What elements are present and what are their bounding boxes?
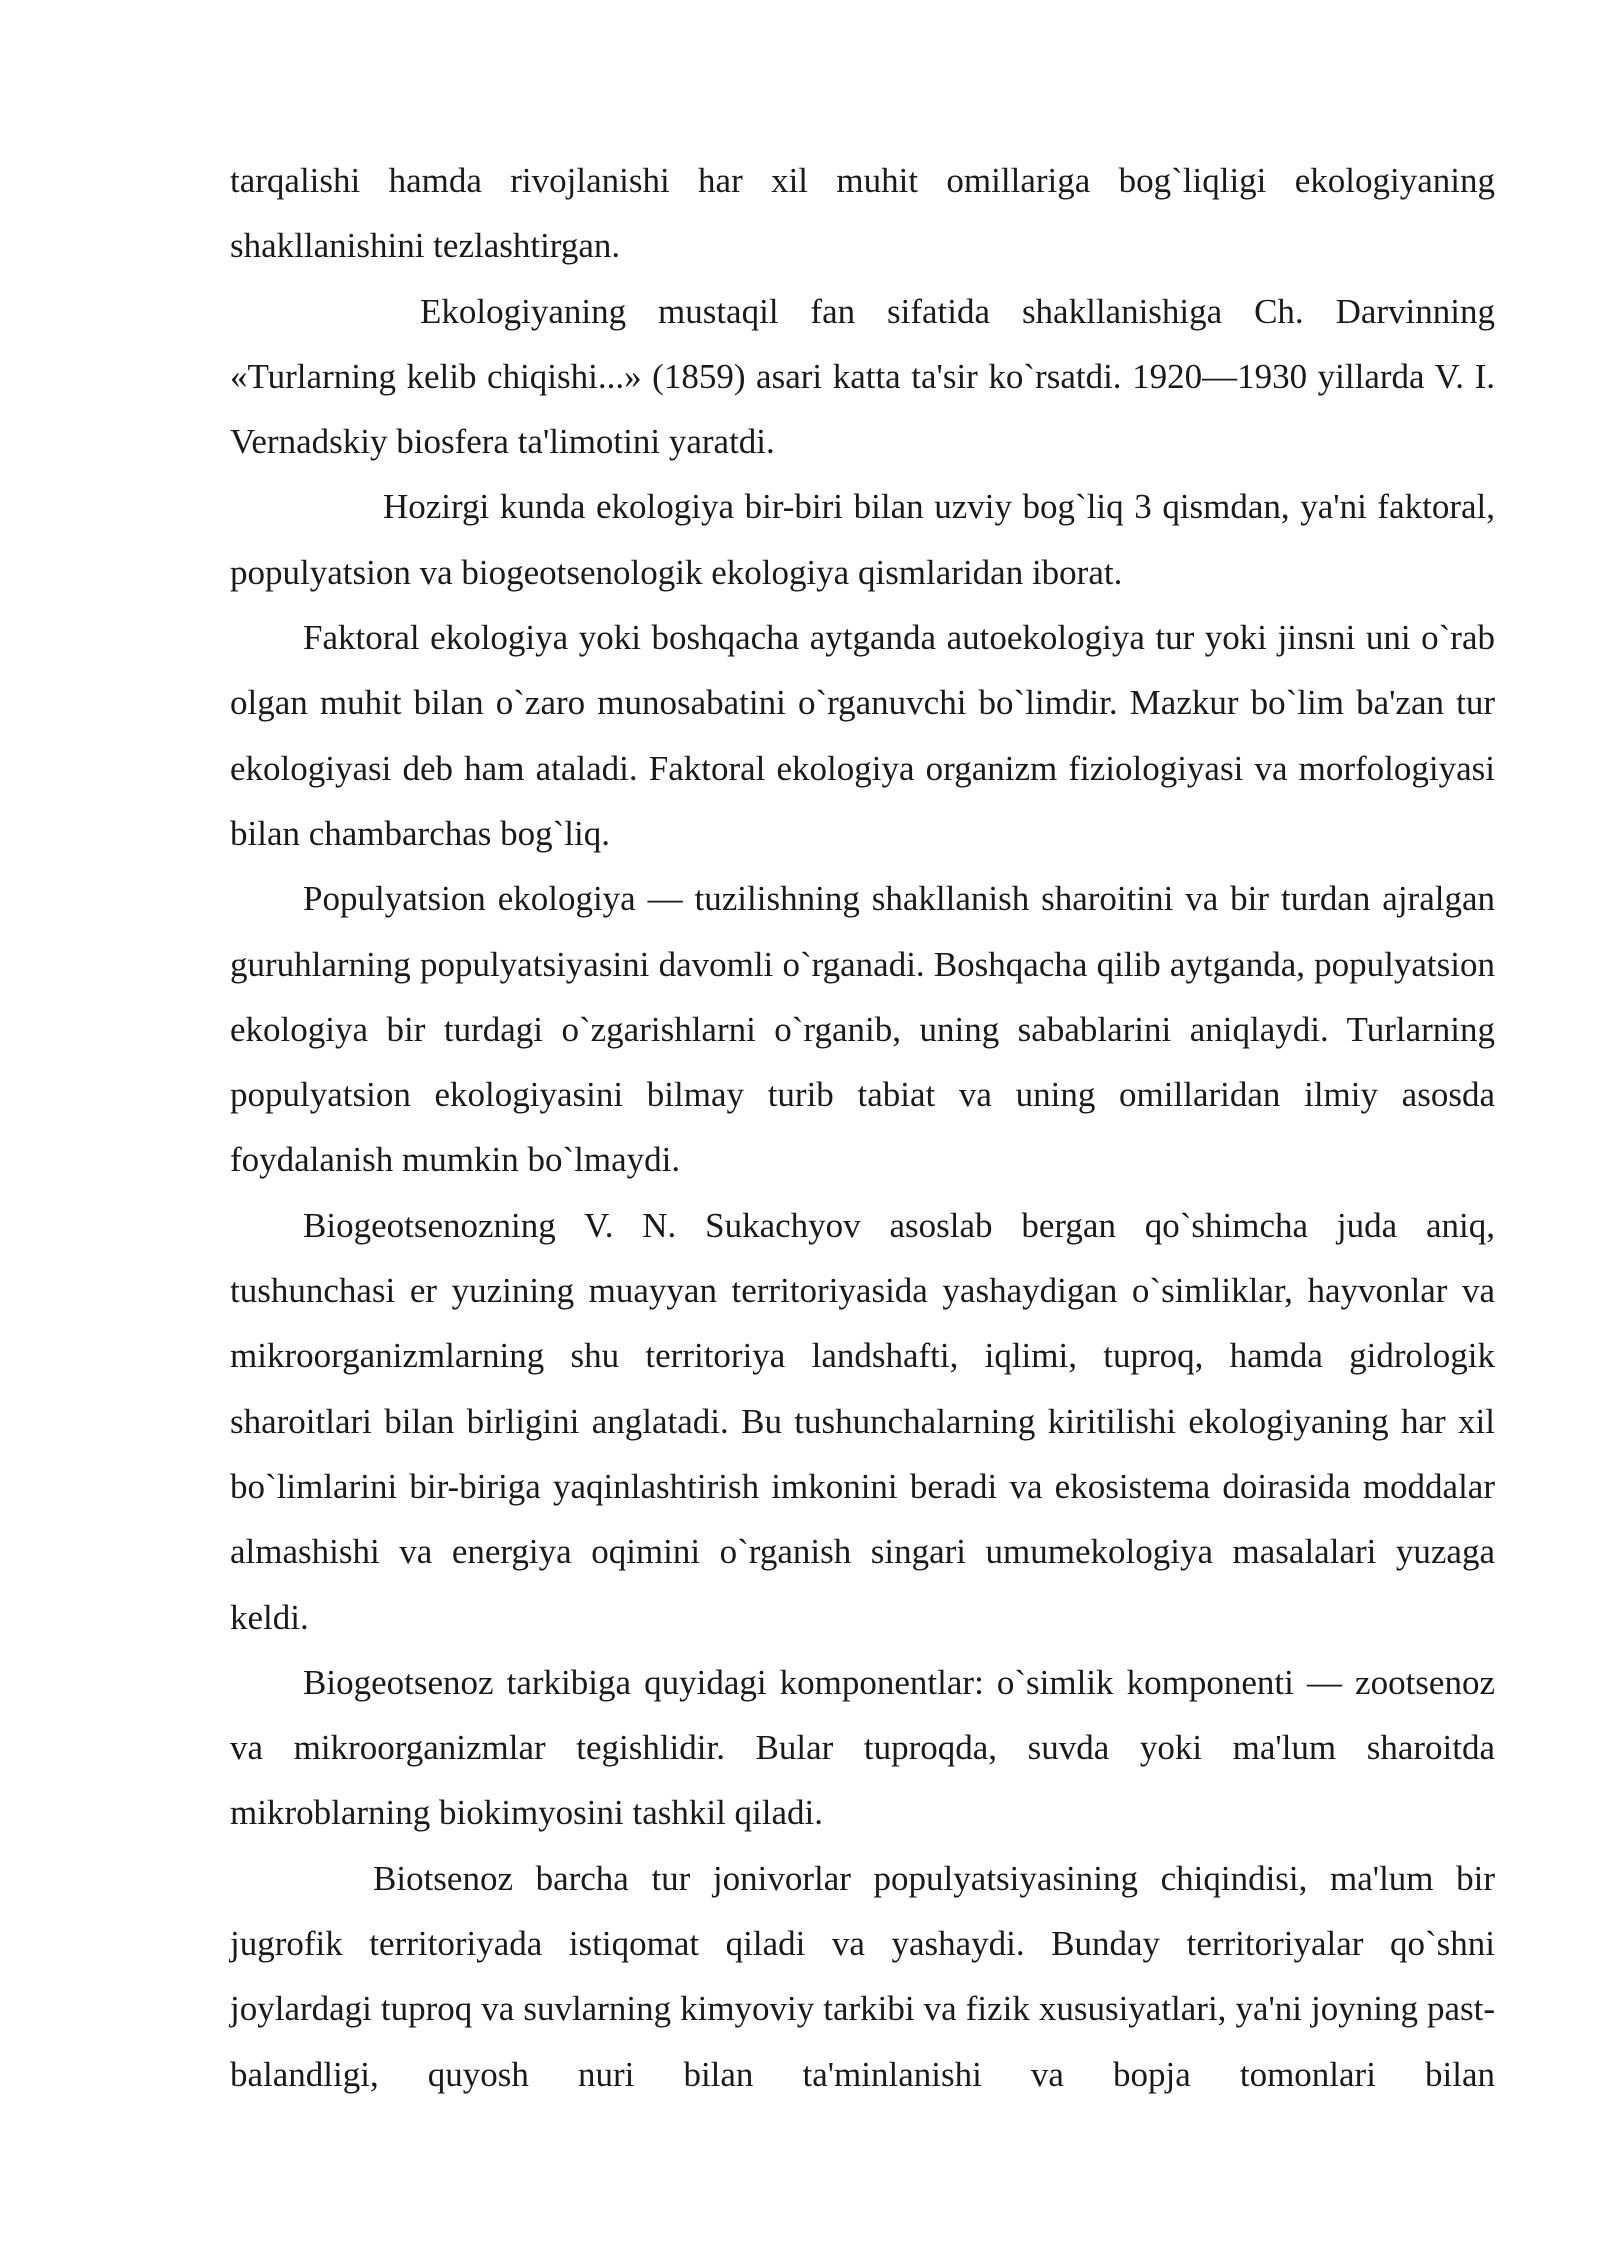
paragraph-7: Biogeotsenoz tarkibiga quyidagi komponentlar: o`simlik komponenti — zootsenoz va mikroorganizmlar tegishlidir. Bular tuproqda, suvda yoki ma'lum sharoitda mikroblarning biokimyosini tashkil qiladi. [230, 1662, 1495, 1833]
paragraph-6: Biogeotsenozning V. N. Sukachyov asoslab bergan qo`shimcha juda aniq, tushunchasi er yuzining muayyan territoriyasida yashaydigan o`simliklar, hayvonlar va mikroorganizmlarning shu territoriya landshafti, iqlimi, tuproq, hamda gidrologik sharoitlari bilan birligini anglatadi. Bu tushunchalarning kiritilishi ekologiyaning har xil bo`limlarini bir-biriga yaqinlashtirish imkonini beradi va ekosistema doirasida moddalar almashishi va energiya oqimini o`rganish singari umumekologiya masalalari yuzaga keldi. [230, 1205, 1495, 1637]
paragraph-2: Ekologiyaning mustaqil fan sifatida shakllanishiga Ch. Darvinning «Turlarning kelib chiqishi...» (1859) asari katta ta'sir ko`rsatdi. 1920—1930 yillarda V. I. Vernadskiy biosfera ta'limotini yaratdi. [230, 291, 1495, 462]
paragraph-8: Biotsenoz barcha tur jonivorlar populyatsiyasining chiqindisi, ma'lum bir jugrofik territoriyada istiqomat qiladi va yashaydi. Bunday territoriyalar qo`shni joylardagi tuproq va suvlarning kimyoviy tarkibi va fizik xususiyatlari, ya'ni joyning past-balandligi, quyosh nuri bilan ta'minlanishi va bopja tomonlari bilan [230, 1858, 1495, 2094]
paragraph-5: Populyatsion ekologiya — tuzilishning shakllanish sharoitini va bir turdan ajralgan guruhlarning populyatsiyasini davomli o`rganadi. Boshqacha qilib aytganda, populyatsion ekologiya bir turdagi o`zgarishlarni o`rganib, uning sabablarini aniqlaydi. Turlarning populyatsion ekologiyasini bilmay turib tabiat va uning omillaridan ilmiy asosda foydalanish mumkin bo`lmaydi. [230, 879, 1495, 1180]
document-page [230, 148, 1495, 2107]
paragraph-3: Hozirgi kunda ekologiya bir-biri bilan uzviy bog`liq 3 qismdan, ya'ni faktoral, populyatsion va biogeotsenologik ekologiya qismlaridan iborat. [230, 487, 1495, 592]
paragraph-1: tarqalishi hamda rivojlanishi har xil muhit omillariga bog`liqligi ekologiyaning shakllanishini tezlashtirgan. [230, 161, 1495, 266]
paragraph-4: Faktoral ekologiya yoki boshqacha aytganda autoekologiya tur yoki jinsni uni o`rab olgan muhit bilan o`zaro munosabatini o`rganuvchi bo`limdir. Mazkur bo`lim ba'zan tur ekologiyasi deb ham ataladi. Faktoral ekologiya organizm fiziologiyasi va morfologiyasi bilan chambarchas bog`liq. [230, 618, 1495, 853]
